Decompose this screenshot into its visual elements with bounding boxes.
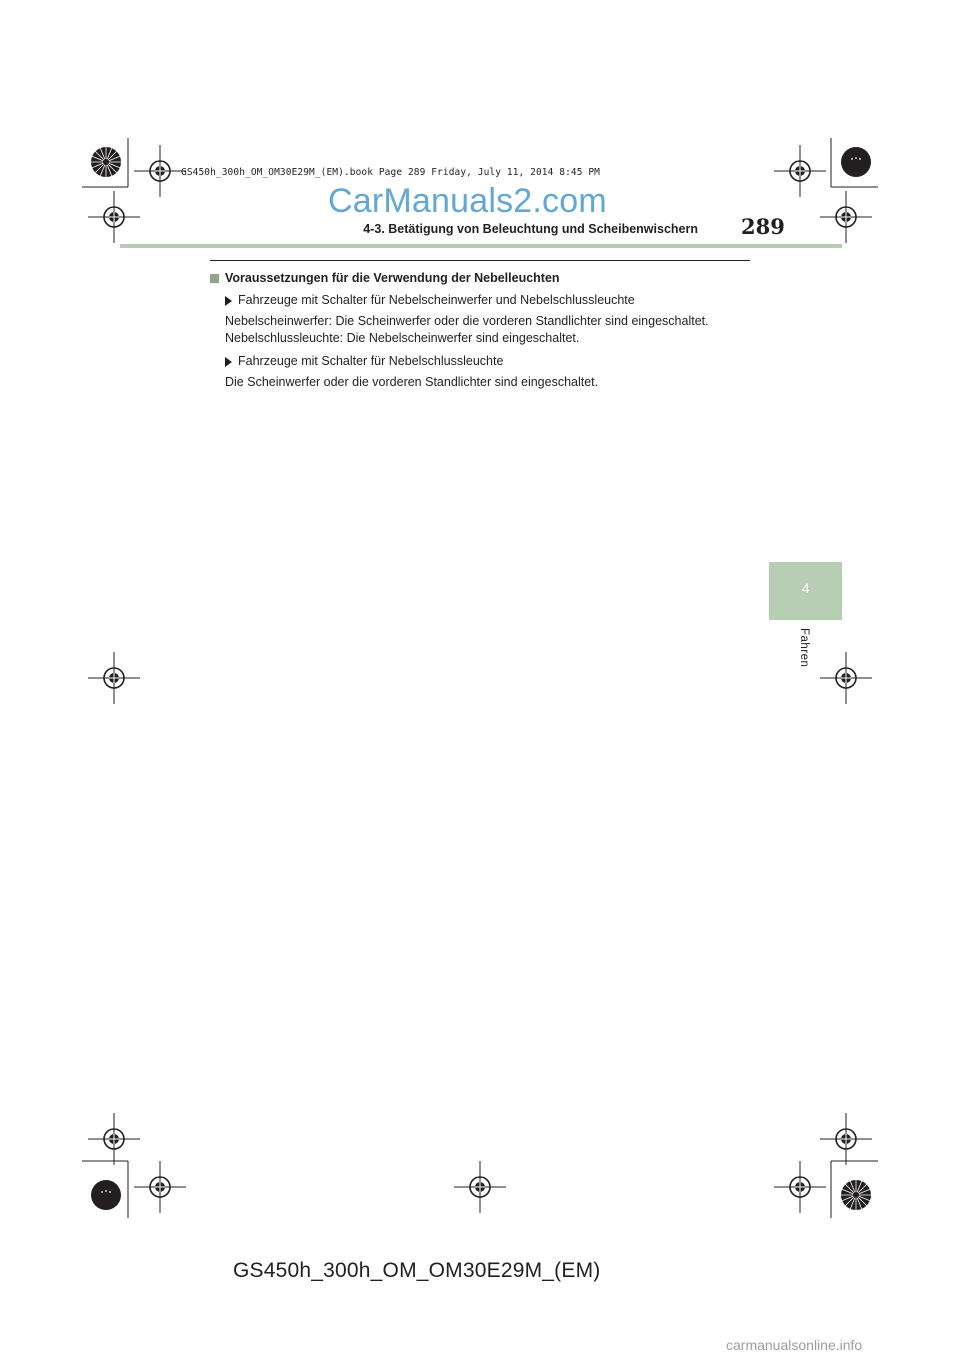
content-rule bbox=[210, 260, 750, 261]
header-rule bbox=[120, 244, 842, 248]
triangle-bullet-icon bbox=[225, 296, 232, 306]
registration-mark-icon bbox=[134, 1161, 186, 1213]
subsection-1-label bbox=[210, 292, 755, 309]
subsection-1-paragraph bbox=[210, 313, 755, 347]
registration-mark-icon bbox=[88, 652, 140, 704]
section-heading bbox=[210, 270, 755, 287]
square-bullet-icon bbox=[210, 274, 219, 283]
watermark-logo: CarManuals2.com bbox=[328, 182, 607, 220]
chapter-tab-label: Fahren bbox=[798, 628, 810, 668]
registration-mark-icon bbox=[774, 1161, 826, 1213]
registration-mark-icon bbox=[88, 1113, 140, 1165]
subsection-2-label bbox=[210, 353, 755, 370]
content-body bbox=[210, 270, 755, 397]
paragraph-line: Nebelschlussleuchte: Die Nebelscheinwerfer sind eingeschaltet. bbox=[225, 331, 580, 345]
section-title: 4-3. Betätigung von Beleuchtung und Scheibenwischern bbox=[363, 222, 698, 236]
section-heading-text: Voraussetzungen für die Verwendung der Nebelleuchten bbox=[225, 271, 560, 285]
registration-mark-icon bbox=[820, 191, 872, 243]
registration-mark-icon bbox=[820, 652, 872, 704]
subsection-1-label-text: Fahrzeuge mit Schalter für Nebelscheinwerfer und Nebelschlussleuchte bbox=[238, 293, 635, 307]
book-stamp: GS450h_300h_OM_OM30E29M_(EM).book Page 289 Friday, July 11, 2014 8:45 PM bbox=[181, 167, 601, 178]
footer-code: GS450h_300h_OM_OM30E29M_(EM) bbox=[233, 1259, 601, 1282]
page-number: 289 bbox=[741, 214, 785, 239]
subsection-2-label-text: Fahrzeuge mit Schalter für Nebelschlussleuchte bbox=[238, 354, 504, 368]
registration-mark-icon bbox=[134, 145, 186, 197]
paragraph-line: Nebelscheinwerfer: Die Scheinwerfer oder die vorderen Standlichter sind eingeschaltet. bbox=[225, 314, 709, 328]
triangle-bullet-icon bbox=[225, 357, 232, 367]
dot-bottom-left-icon bbox=[91, 1180, 121, 1210]
registration-mark-icon bbox=[88, 191, 140, 243]
chapter-tab bbox=[769, 562, 842, 620]
burst-top-left-icon bbox=[91, 147, 121, 177]
footer-watermark: carmanualsonline.info bbox=[726, 1337, 863, 1353]
subsection-2-paragraph bbox=[210, 374, 755, 391]
burst-bottom-right-icon bbox=[841, 1180, 871, 1210]
paragraph-line: Die Scheinwerfer oder die vorderen Standlichter sind eingeschaltet. bbox=[225, 375, 599, 389]
dot-top-right-icon bbox=[841, 147, 871, 177]
registration-mark-icon bbox=[820, 1113, 872, 1165]
registration-mark-icon bbox=[454, 1161, 506, 1213]
chapter-tab-number: 4 bbox=[801, 580, 810, 596]
registration-mark-icon bbox=[774, 145, 826, 197]
